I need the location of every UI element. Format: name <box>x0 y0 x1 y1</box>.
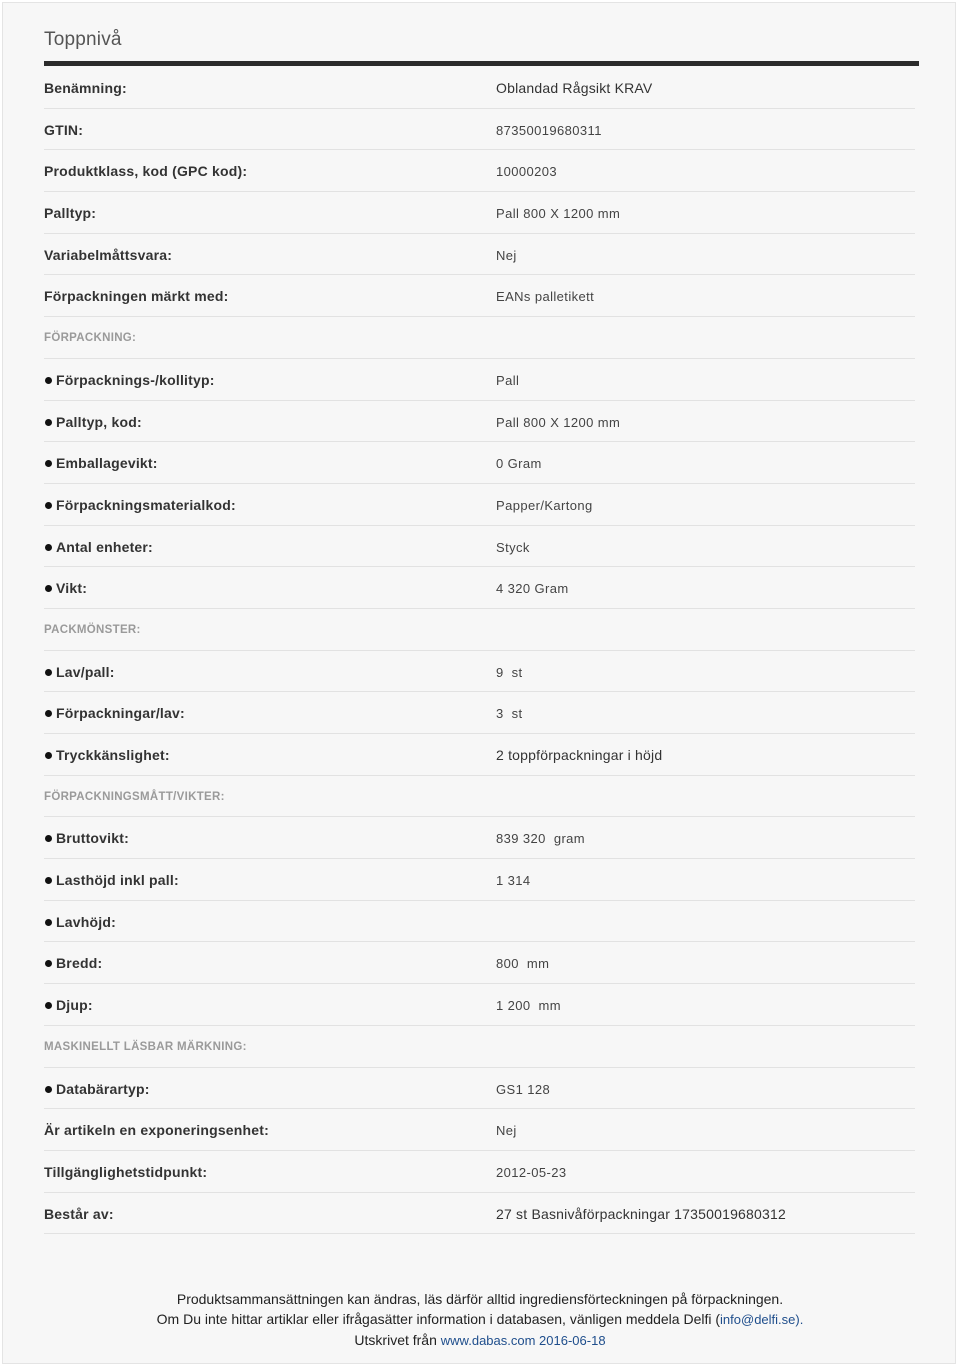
table-row <box>44 1068 915 1110</box>
table-row <box>44 401 915 443</box>
table-row <box>44 859 915 901</box>
table-row <box>44 984 915 1026</box>
field-label: Lav/pall: <box>44 664 115 680</box>
table-row <box>44 526 915 568</box>
field-value: 839 320 gram <box>496 831 586 847</box>
field-value: Nej <box>496 1123 517 1139</box>
email-link[interactable]: info@delfi.se <box>720 1312 796 1327</box>
table-row <box>44 275 915 317</box>
field-label: Förpackningsmaterialkod: <box>44 497 236 513</box>
section-header <box>44 1026 915 1068</box>
field-value: EANs palletikett <box>496 289 595 305</box>
footer-contact-text: Om Du inte hittar artiklar eller ifrågasätter information i databasen, vänligen meddela Delfi ( <box>156 1311 721 1327</box>
title-divider <box>44 61 919 66</box>
field-label: Benämning: <box>44 80 127 96</box>
table-row <box>44 1109 915 1151</box>
section-header <box>44 609 915 651</box>
product-info-table <box>44 67 915 1234</box>
field-value: Nej <box>496 247 517 263</box>
field-label: Förpackningen märkt med: <box>44 288 229 305</box>
table-row <box>44 734 915 776</box>
footer-printed-text: Utskrivet från <box>354 1332 441 1348</box>
field-value: Pall 800 X 1200 mm <box>496 206 621 222</box>
section-header <box>44 317 915 359</box>
field-label: Emballagevikt: <box>44 455 158 471</box>
table-row <box>44 1193 915 1235</box>
field-label: Antal enheter: <box>44 539 153 555</box>
field-label: Vikt: <box>44 580 87 596</box>
section-title: PACKMÖNSTER: <box>44 623 141 636</box>
field-value: 2 toppförpackningar i höjd <box>496 747 663 763</box>
field-value: 800 mm <box>496 956 550 972</box>
field-value: Pall 800 X 1200 mm <box>496 414 621 430</box>
field-label: Databärartyp: <box>44 1081 150 1097</box>
field-label: Tryckkänslighet: <box>44 747 170 763</box>
field-label: Lasthöjd inkl pall: <box>44 872 179 888</box>
field-value: 1 200 mm <box>496 998 562 1014</box>
table-row <box>44 692 915 734</box>
footer-contact <box>3 1309 957 1330</box>
field-value: Pall <box>496 372 520 388</box>
field-value: Styck <box>496 539 530 555</box>
field-label: Lavhöjd: <box>44 914 116 930</box>
table-row <box>44 192 915 234</box>
dabas-link[interactable]: www.dabas.com <box>440 1333 536 1348</box>
table-row <box>44 1151 915 1193</box>
field-label: Variabelmåttsvara: <box>44 246 173 263</box>
field-label: Består av: <box>44 1205 114 1222</box>
field-label: Produktklass, kod (GPC kod): <box>44 163 248 180</box>
field-value: 2012-05-23 <box>496 1164 567 1180</box>
table-row <box>44 359 915 401</box>
section-title: FÖRPACKNING: <box>44 332 137 345</box>
field-label: Är artikeln en exponeringsenhet: <box>44 1122 270 1139</box>
table-row <box>44 234 915 276</box>
section-title: FÖRPACKNINGSMÅTT/VIKTER: <box>44 790 225 803</box>
section-title: MASKINELLT LÄSBAR MÄRKNING: <box>44 1040 247 1053</box>
field-value: 27 st Basnivåförpackningar 17350019680312 <box>496 1205 786 1222</box>
document-page <box>2 2 956 1364</box>
table-row <box>44 67 915 109</box>
table-row <box>44 651 915 693</box>
section-header <box>44 776 915 818</box>
footer-contact-close: ). <box>795 1312 804 1327</box>
field-value: Papper/Kartong <box>496 497 593 513</box>
field-label: Bredd: <box>44 955 102 971</box>
table-row <box>44 109 915 151</box>
table-row <box>44 442 915 484</box>
field-value: 9 st <box>496 664 523 680</box>
table-row <box>44 484 915 526</box>
table-row <box>44 567 915 609</box>
field-value: 87350019680311 <box>496 122 602 138</box>
table-row <box>44 150 915 192</box>
footer-printed <box>3 1330 957 1351</box>
field-value: GS1 128 <box>496 1081 551 1097</box>
field-value: 4 320 Gram <box>496 581 569 597</box>
field-label: GTIN: <box>44 121 84 138</box>
table-row <box>44 817 915 859</box>
page-title: Toppnivå <box>44 29 122 50</box>
field-label: Bruttovikt: <box>44 830 129 846</box>
field-label: Palltyp: <box>44 205 97 222</box>
field-label: Palltyp, kod: <box>44 414 142 430</box>
table-row <box>44 942 915 984</box>
field-label: Förpackningar/lav: <box>44 705 185 721</box>
field-label: Djup: <box>44 997 93 1013</box>
field-value: 3 st <box>496 706 523 722</box>
field-label: Tillgänglighetstidpunkt: <box>44 1163 208 1180</box>
print-date: 2016-06-18 <box>535 1333 606 1348</box>
field-value: 1 314 <box>496 873 531 889</box>
field-label: Förpacknings-/kollityp: <box>44 372 215 388</box>
field-value: 10000203 <box>496 164 558 180</box>
table-row <box>44 901 915 943</box>
field-value: Oblandad Rågsikt KRAV <box>496 80 653 96</box>
footer <box>3 1289 957 1351</box>
footer-disclaimer: Produktsammansättningen kan ändras, läs därför alltid ingrediensförteckningen på förpackningen. <box>176 1291 784 1307</box>
field-value: 0 Gram <box>496 456 542 472</box>
